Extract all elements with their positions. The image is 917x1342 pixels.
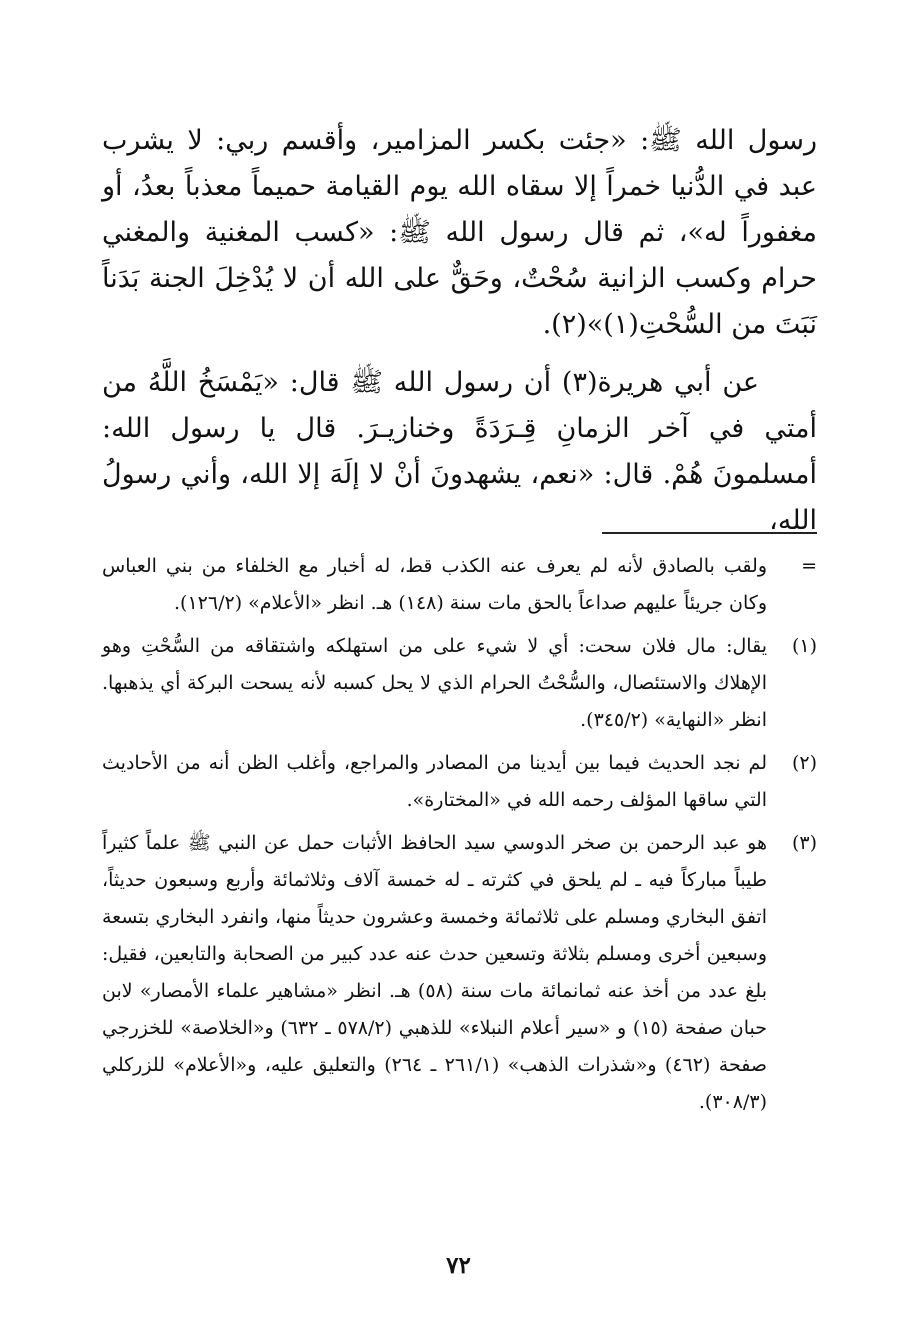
paragraph-1: رسول الله ﷺ: «جئت بكسر المزامير، وأقسم ربي: لا يشرب عبد في الدُّنيا خمراً إلا سقاه الله يوم القيامة حميماً معذباً بعدُ، أو مغفوراً له»، ثم قال رسول الله ﷺ: «كسب المغنية والمغني حرام وكسب الزانية سُحْتٌ، وحَقٌّ على الله أن لا يُدْخِلَ الجنة بَدَناً نَبَتَ من السُّحْتِ(١)»(٢). <box>102 125 817 340</box>
footnote-marker: = <box>801 555 817 577</box>
footnote-1 <box>102 628 817 739</box>
main-text <box>102 118 817 544</box>
footnote-separator <box>602 532 817 534</box>
paragraph-2: عن أبي هريرة(٣) أن رسول الله ﷺ قال: «يَمْسَخُ اللَّهُ من أمتي في آخر الزمانِ قِـرَدَةً وخنازيـرَ. قال يا رسول الله: أمسلمونَ هُمْ. قال: «نعم، يشهدونَ أنْ لا إلَهَ إلا الله، وأني رسولُ الله، <box>102 367 817 536</box>
footnote-text: يقال: مال فلان سحت: أي لا شيء على من استهلكه واشتقاقه من السُّحْتِ وهو الإهلاك والاستئصال، والسُّحْتُ الحرام الذي لا يحل كسبه لأنه يسحت البركة أي يذهبها. انظر «النهاية» (٣٤٥/٢). <box>102 635 767 731</box>
footnote-text: ولقب بالصادق لأنه لم يعرف عنه الكذب قط، له أخبار مع الخلفاء من بني العباس وكان جريئاً عليهم صداعاً بالحق مات سنة (١٤٨) هـ. انظر «الأعلام» (١٢٦/٢). <box>102 555 767 614</box>
footnote-marker: (٢) <box>791 752 817 774</box>
footnote-continuation <box>102 548 817 622</box>
footnote-2 <box>102 745 817 819</box>
footnotes <box>102 548 817 1127</box>
footnote-text: هو عبد الرحمن بن صخر الدوسي سيد الحافظ الأثبات حمل عن النبي ﷺ علماً كثيراً طيباً مباركاً فيه ـ لم يلحق في كثرته ـ له خمسة آلاف وثلاثمائة وأربع وسبعون حديثاً، اتفق البخاري ومسلم على ثلاثمائة وخمسة وعشرون حديثاً منها، وانفرد البخاري بتسعة وسبعين أخرى ومسلم بثلاثة وتسعين حدث عنه عدد كبير من الصحابة والتابعين، فقيل: بلغ عدد من أخذ عنه ثمانمائة مات سنة (٥٨) هـ. انظر «مشاهير علماء الأمصار» لابن حبان صفحة (١٥) و «سير أعلام النبلاء» للذهبي (٥٧٨/٢ ـ ٦٣٢) و«الخلاصة» للخزرجي صفحة (٤٦٢) و«شذرات الذهب» (٢٦١/١ ـ ٢٦٤) والتعليق عليه، و«الأعلام» للزركلي (٣٠٨/٣). <box>102 832 767 1113</box>
footnote-marker: (٣) <box>791 832 817 854</box>
page-number: ٧٢ <box>446 1252 471 1279</box>
footnote-marker: (١) <box>791 635 817 657</box>
footnote-text: لم نجد الحديث فيما بين أيدينا من المصادر والمراجع، وأغلب الظن أنه من الأحاديث التي ساقها المؤلف رحمه الله في «المختارة». <box>102 752 767 811</box>
footnote-3 <box>102 825 817 1121</box>
